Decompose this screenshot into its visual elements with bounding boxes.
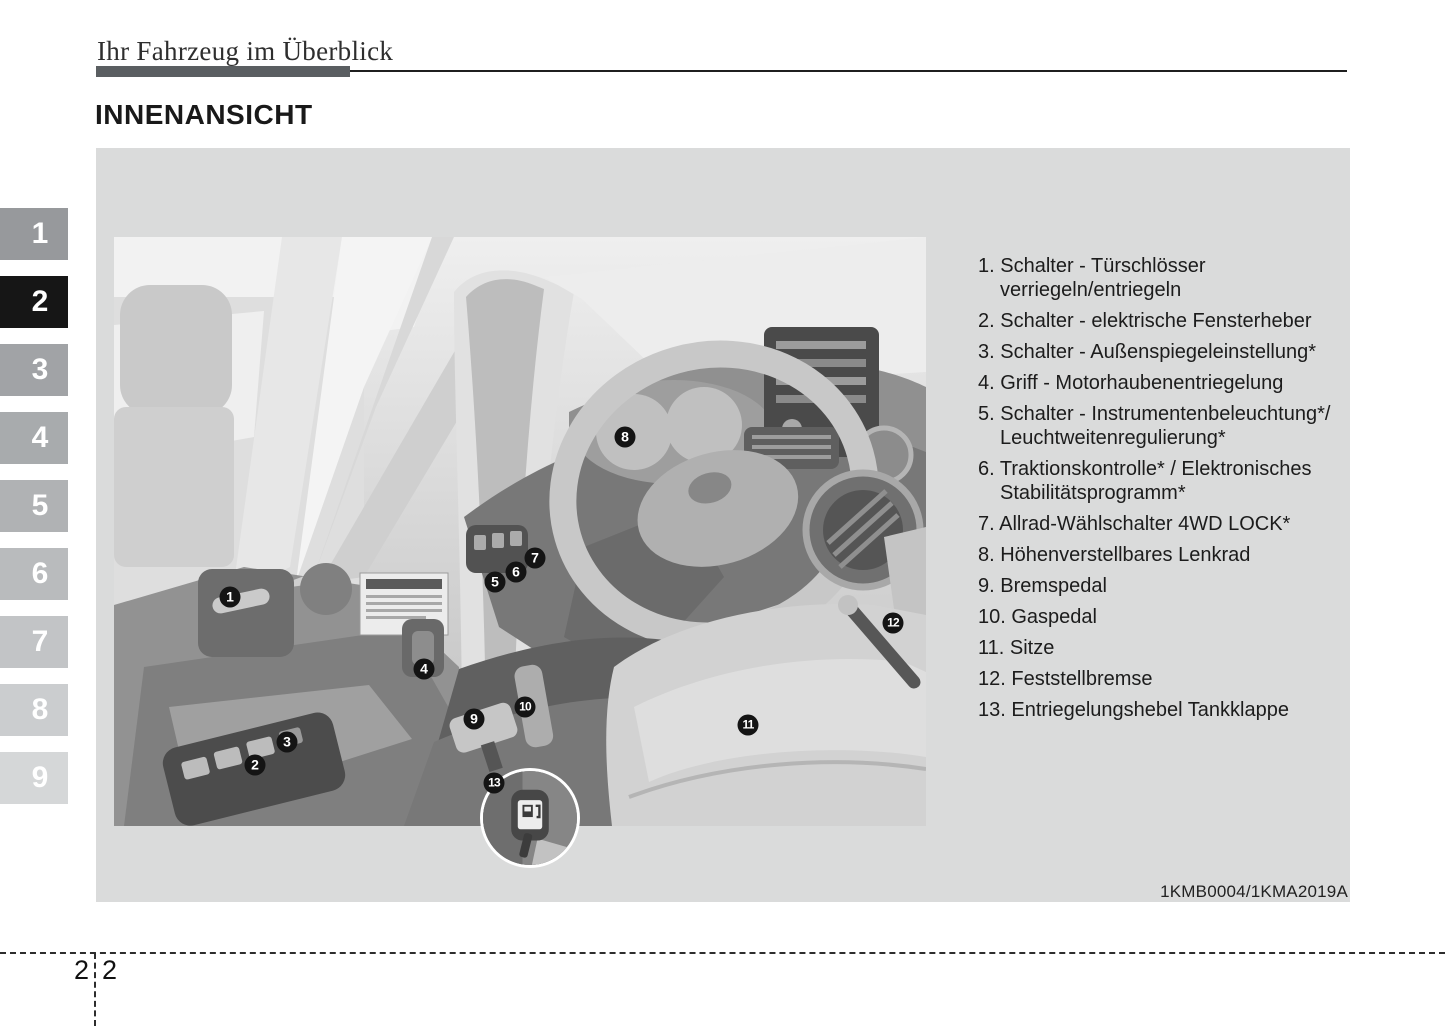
legend-item-11-line-1: 11. Sitze: [978, 637, 1055, 659]
callout-marker-2: 2: [245, 755, 266, 776]
legend-item-8-line-1: 8. Höhenverstellbares Lenkrad: [978, 544, 1251, 566]
legend-item-2-line-1: 2. Schalter - elektrische Fensterheber: [978, 310, 1312, 332]
legend-item-6-line-2: Stabilitätsprogramm*: [1000, 482, 1186, 504]
legend-item-2: [978, 309, 1360, 333]
header-rule: [350, 70, 1347, 72]
callout-marker-13: 13: [484, 773, 505, 794]
figure-panel: [96, 148, 1350, 902]
chapter-tab-2-active[interactable]: 2: [0, 276, 68, 328]
legend-item-1-line-2: verriegeln/entriegeln: [1000, 279, 1182, 301]
legend-item-3-line-1: 3. Schalter - Außenspiegeleinstellung*: [978, 341, 1316, 363]
chapter-tab-9[interactable]: 9: [0, 752, 68, 804]
legend-item-4: [978, 371, 1360, 395]
legend-item-7-line-1: 7. Allrad-Wählschalter 4WD LOCK*: [978, 513, 1291, 535]
rear-headrest: [120, 285, 232, 415]
legend-item-5-line-1: 5. Schalter - Instrumentenbeleuchtung*/: [978, 403, 1331, 425]
callout-marker-4: 4: [414, 659, 435, 680]
chapter-tab-7[interactable]: 7: [0, 616, 68, 668]
callout-marker-12: 12: [883, 613, 904, 634]
legend-item-4-line-1: 4. Griff - Motorhaubenentriegelung: [978, 372, 1284, 394]
door-speaker: [300, 563, 352, 615]
legend-item-1-line-1: 1. Schalter - Türschlösser: [978, 255, 1206, 277]
legend-item-10-line-1: 10. Gaspedal: [978, 606, 1097, 628]
legend-item-13: [978, 698, 1360, 722]
callout-marker-11: 11: [738, 715, 759, 736]
legend-item-11: [978, 636, 1360, 660]
callout-marker-3: 3: [277, 732, 298, 753]
callout-marker-5: 5: [485, 572, 506, 593]
footer-divider: [0, 952, 1445, 954]
callout-marker-8: 8: [615, 427, 636, 448]
chapter-tab-5[interactable]: 5: [0, 480, 68, 532]
chapter-tab-1[interactable]: 1: [0, 208, 68, 260]
chapter-tab-6[interactable]: 6: [0, 548, 68, 600]
interior-photo: [114, 237, 926, 826]
legend-item-3: [978, 340, 1360, 364]
figure-code: 1KMB0004/1KMA2019A: [1160, 882, 1348, 901]
parking-brake-knob: [838, 595, 858, 615]
legend-item-7: [978, 512, 1360, 536]
chapter-tab-4[interactable]: 4: [0, 412, 68, 464]
callout-marker-10: 10: [515, 697, 536, 718]
legend-item-5-line-2: Leuchtweitenregulierung*: [1000, 427, 1226, 449]
legend-item-12: [978, 667, 1360, 691]
legend-item-8: [978, 543, 1360, 567]
legend-item-5: [978, 402, 1360, 450]
footer-vertical-divider: [94, 953, 96, 1026]
rear-seatback: [114, 407, 234, 567]
legend-item-9-line-1: 9. Bremspedal: [978, 575, 1107, 597]
legend-item-1: [978, 254, 1360, 302]
interior-scene: [114, 237, 926, 826]
door-handle-recess: [198, 569, 294, 657]
chapter-tab-8[interactable]: 8: [0, 684, 68, 736]
callout-marker-7: 7: [525, 548, 546, 569]
chapter-tab-3[interactable]: 3: [0, 344, 68, 396]
legend-item-13-line-1: 13. Entriegelungshebel Tankklappe: [978, 699, 1289, 721]
legend-item-9: [978, 574, 1360, 598]
legend-item-6: [978, 457, 1360, 505]
legend-item-12-line-1: 12. Feststellbremse: [978, 668, 1153, 690]
legend-list: [978, 254, 1360, 729]
section-title: Ihr Fahrzeug im Überblick: [97, 36, 394, 66]
header-accent-bar: [96, 66, 350, 77]
callout-marker-9: 9: [464, 709, 485, 730]
callout-marker-6: 6: [506, 562, 527, 583]
callout-marker-1: 1: [220, 587, 241, 608]
legend-item-6-line-1: 6. Traktionskontrolle* / Elektronisches: [978, 458, 1312, 480]
fuel-pump-icon: [518, 800, 542, 829]
legend-item-10: [978, 605, 1360, 629]
page-title: INNENANSICHT: [95, 99, 313, 130]
footer-chapter-number: 2: [73, 955, 89, 985]
footer-page-number: 2: [102, 955, 118, 985]
